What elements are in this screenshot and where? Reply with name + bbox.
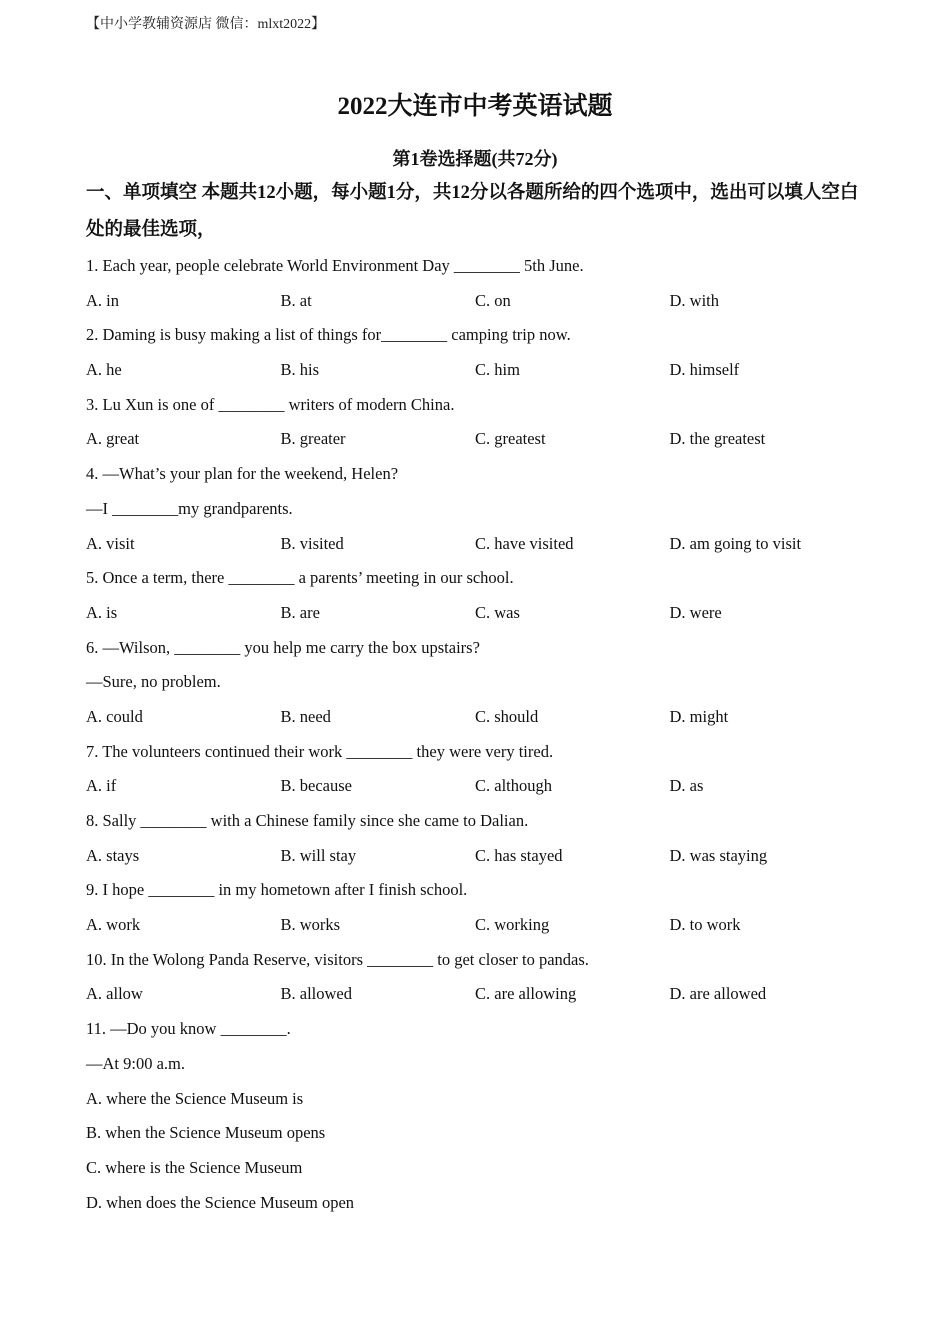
option-c: C. has stayed: [475, 845, 563, 865]
option-c: C. was: [475, 602, 520, 622]
question-1-options: [86, 285, 876, 320]
option-c: C. although: [475, 776, 552, 796]
question-9-options: [86, 909, 876, 944]
option-a: A. is: [86, 602, 118, 622]
question-4-stem: 4. —What’s your plan for the weekend, Helen?: [86, 464, 399, 484]
option-d: D. as: [669, 776, 704, 796]
question-7-options: [86, 770, 876, 805]
question-2-options: [86, 354, 876, 389]
option-b: B. will stay: [280, 845, 357, 865]
option-b: B. at: [280, 290, 312, 310]
option-a: A. visit: [86, 533, 135, 553]
option-c: C. are allowing: [475, 984, 577, 1004]
question-11-stem: 11. —Do you know ________.: [86, 1019, 291, 1039]
option-c: C. on: [475, 290, 511, 310]
option-d: D. to work: [669, 915, 741, 935]
question-10-stem: 10. In the Wolong Panda Reserve, visitors ________ to get closer to pandas.: [86, 949, 589, 969]
question-11-option-b: B. when the Science Museum opens: [86, 1123, 326, 1143]
question-4-options: [86, 528, 876, 563]
option-c: C. greatest: [475, 429, 546, 449]
option-d: D. the greatest: [669, 429, 766, 449]
option-d: D. himself: [669, 360, 740, 380]
option-b: B. allowed: [280, 984, 352, 1004]
option-a: A. in: [86, 290, 119, 310]
question-10-options: [86, 978, 876, 1013]
question-11-option-a: A. where the Science Museum is: [86, 1088, 304, 1108]
option-d: D. might: [669, 706, 729, 726]
section-instructions: 一、单项填空 本题共12小题，每小题1分，共12分以各题所给的四个选项中，选出可以填人空白处的最佳选项，: [86, 183, 859, 240]
option-a: A. could: [86, 706, 143, 726]
option-c: C. him: [475, 360, 520, 380]
question-2-stem: 2. Daming is busy making a list of things for________ camping trip now.: [86, 325, 571, 345]
question-4-stem: —I ________my grandparents.: [86, 498, 293, 518]
option-b: B. are: [280, 602, 320, 622]
question-6-stem: —Sure, no problem.: [86, 672, 221, 692]
option-d: D. am going to visit: [669, 533, 802, 553]
option-c: C. should: [475, 706, 539, 726]
question-5-stem: 5. Once a term, there ________ a parents’ meeting in our school.: [86, 568, 514, 588]
option-d: D. are allowed: [669, 984, 767, 1004]
option-d: D. with: [669, 290, 719, 310]
option-d: D. was staying: [669, 845, 768, 865]
question-3-stem: 3. Lu Xun is one of ________ writers of modern China.: [86, 394, 455, 414]
option-b: B. his: [280, 360, 320, 380]
question-11-stem: —At 9:00 a.m.: [86, 1053, 185, 1073]
option-a: A. if: [86, 776, 117, 796]
question-8-options: [86, 840, 876, 875]
option-a: A. great: [86, 429, 140, 449]
option-b: B. works: [280, 915, 341, 935]
question-1-stem: 1. Each year, people celebrate World Environment Day ________ 5th June.: [86, 256, 584, 275]
option-b: B. because: [280, 776, 352, 796]
page-title: 2022大连市中考英语试题: [337, 93, 613, 120]
question-6-stem: 6. —Wilson, ________ you help me carry the box upstairs?: [86, 637, 480, 657]
question-11-option-c: C. where is the Science Museum: [86, 1157, 303, 1177]
section-subtitle: 第1卷选择题(共72分): [392, 149, 558, 169]
option-a: A. work: [86, 915, 141, 935]
option-b: B. need: [280, 706, 331, 726]
option-b: B. greater: [280, 429, 346, 449]
option-a: A. allow: [86, 984, 143, 1004]
question-3-options: [86, 423, 876, 458]
option-c: C. have visited: [475, 533, 574, 553]
option-a: A. stays: [86, 845, 140, 865]
question-6-options: [86, 701, 876, 736]
header-note: 【中小学教辅资源店 微信：mlxt2022】: [86, 17, 326, 32]
option-d: D. were: [669, 602, 722, 622]
question-11-option-d: D. when does the Science Museum open: [86, 1192, 355, 1212]
question-5-options: [86, 597, 876, 632]
option-b: B. visited: [280, 533, 344, 553]
option-a: A. he: [86, 360, 122, 380]
question-8-stem: 8. Sally ________ with a Chinese family since she came to Dalian.: [86, 811, 529, 830]
question-9-stem: 9. I hope ________ in my hometown after I finish school.: [86, 880, 468, 900]
questions-list: [86, 250, 876, 1221]
option-c: C. working: [475, 915, 550, 935]
question-7-stem: 7. The volunteers continued their work ________ they were very tired.: [86, 741, 554, 761]
